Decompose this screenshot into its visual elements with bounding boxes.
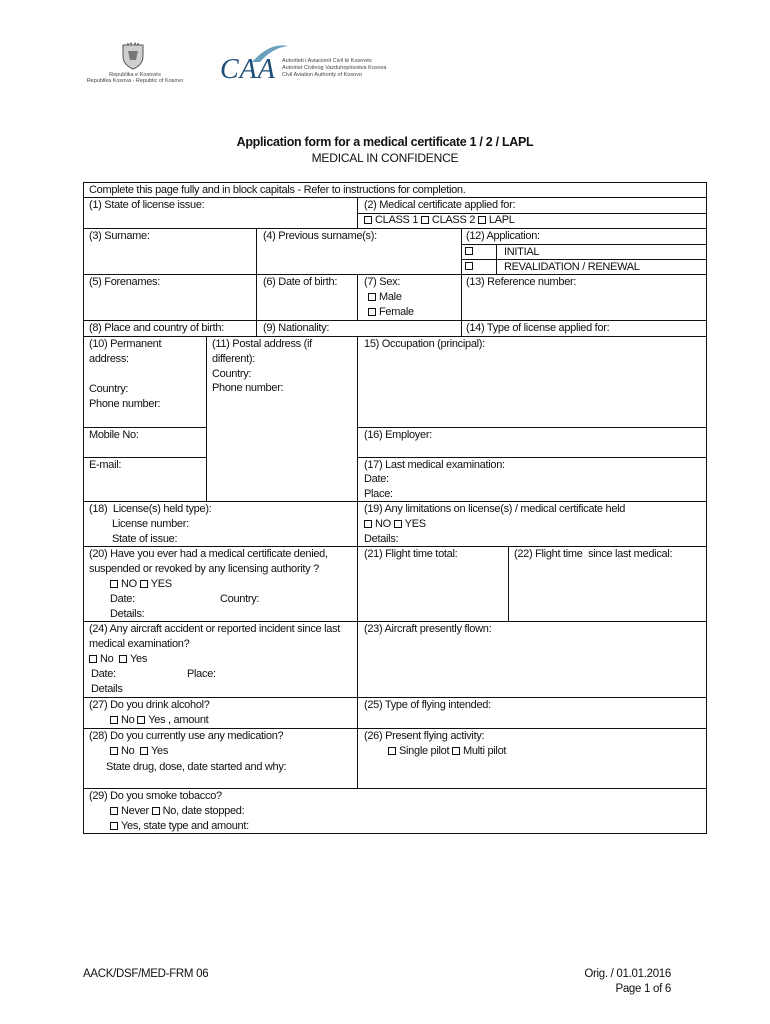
- limitations-label: (19) Any limitations on license(s) / medical certificate held: [364, 503, 626, 515]
- nationality-label: (9) Nationality:: [263, 322, 330, 334]
- tobacco-no-checkbox[interactable]: [152, 807, 160, 815]
- single-pilot-checkbox[interactable]: [388, 747, 396, 755]
- place-of-birth-label: (8) Place and country of birth:: [89, 322, 224, 334]
- denied-details-label: Details:: [110, 608, 145, 620]
- flying-activity-options: [388, 744, 506, 759]
- revalidation-label: REVALIDATION / RENEWAL: [504, 261, 640, 273]
- initial-checkbox[interactable]: [465, 247, 473, 255]
- forenames-label: (5) Forenames:: [89, 276, 160, 288]
- aircraft-flown-label: (23) Aircraft presently flown:: [364, 623, 492, 635]
- medication-no-label: No: [121, 745, 135, 757]
- certificate-denied-label-2: suspended or revoked by any licensing authority ?: [89, 563, 319, 575]
- last-medical-label: (17) Last medical examination:: [364, 459, 505, 471]
- certificate-class-options: [364, 213, 515, 228]
- flying-intended-label: (25) Type of flying intended:: [364, 699, 491, 711]
- alcohol-yes-label: Yes , amount: [148, 714, 209, 726]
- last-medical-date-label: Date:: [364, 473, 389, 485]
- tobacco-never-label: Never: [121, 805, 149, 817]
- date-of-birth-label: (6) Date of birth:: [263, 276, 338, 288]
- tobacco-never-no-options: [110, 804, 244, 819]
- licenses-held-label: (18) License(s) held type):: [89, 503, 212, 515]
- class1-checkbox[interactable]: [364, 216, 372, 224]
- accident-date-label: Date:: [91, 668, 116, 680]
- denied-yes-checkbox[interactable]: [140, 580, 148, 588]
- tobacco-no-label: No, date stopped:: [162, 805, 245, 817]
- limitations-yes-label: YES: [404, 518, 426, 530]
- accident-no-checkbox[interactable]: [89, 655, 97, 663]
- last-medical-place-label: Place:: [364, 488, 393, 500]
- certificate-applied-label: (2) Medical certificate applied for:: [364, 199, 516, 211]
- reference-number-label: (13) Reference number:: [466, 276, 577, 288]
- class2-label: CLASS 2: [431, 214, 476, 226]
- sex-male-option: [368, 290, 402, 305]
- form-code: AACK/DSF/MED-FRM 06: [83, 968, 209, 980]
- accident-label-2: medical examination?: [89, 638, 190, 650]
- email-label: E-mail:: [89, 459, 122, 471]
- postal-country-label: Country:: [212, 368, 252, 380]
- sex-label: (7) Sex:: [364, 276, 401, 288]
- form-title: Application form for a medical certificate 1 / 2 / LAPL: [236, 135, 534, 149]
- flight-time-since-medical-label: (22) Flight time since last medical:: [514, 548, 673, 560]
- previous-surname-label: (4) Previous surname(s):: [263, 230, 377, 242]
- multi-pilot-checkbox[interactable]: [452, 747, 460, 755]
- lapl-checkbox[interactable]: [478, 216, 486, 224]
- denied-no-checkbox[interactable]: [110, 580, 118, 588]
- alcohol-no-label: No: [121, 714, 135, 726]
- tobacco-yes-option: [110, 819, 249, 834]
- accident-label-1: (24) Any aircraft accident or reported incident since last: [89, 623, 341, 635]
- permanent-phone-label: Phone number:: [89, 398, 161, 410]
- accident-options: [89, 652, 147, 667]
- kosovo-line-1: Republika e Kosovës: [109, 72, 161, 78]
- medication-options: [110, 744, 168, 759]
- form-origin-date: Orig. / 01.01.2016: [584, 968, 671, 980]
- medication-yes-checkbox[interactable]: [140, 747, 148, 755]
- female-label: Female: [379, 306, 414, 318]
- tobacco-label: (29) Do you smoke tobacco?: [89, 790, 222, 802]
- multi-pilot-label: Multi pilot: [462, 745, 507, 757]
- permanent-country-label: Country:: [89, 383, 129, 395]
- medication-state-label: State drug, dose, date started and why:: [106, 761, 287, 773]
- single-pilot-label: Single pilot: [399, 745, 450, 757]
- limitations-yes-checkbox[interactable]: [394, 520, 402, 528]
- male-label: Male: [379, 291, 402, 303]
- license-number-label: License number:: [112, 518, 189, 530]
- medication-yes-label: Yes: [150, 745, 169, 757]
- accident-yes-label: Yes: [129, 653, 148, 665]
- flying-activity-label: (26) Present flying activity:: [364, 730, 485, 742]
- class1-label: CLASS 1: [375, 214, 419, 226]
- state-of-issue-label: State of issue:: [112, 533, 178, 545]
- caa-logo-text: CAA: [220, 54, 276, 85]
- page-number: Page 1 of 6: [615, 983, 671, 995]
- employer-label: (16) Employer:: [364, 429, 432, 441]
- denied-no-label: NO: [121, 578, 137, 590]
- denied-yes-label: YES: [150, 578, 172, 590]
- medication-no-checkbox[interactable]: [110, 747, 118, 755]
- certificate-denied-options: [110, 577, 172, 592]
- alcohol-no-checkbox[interactable]: [110, 716, 118, 724]
- form-subtitle: MEDICAL IN CONFIDENCE: [311, 151, 459, 165]
- class2-checkbox[interactable]: [421, 216, 429, 224]
- instructions-text: Complete this page fully and in block capitals - Refer to instructions for completion.: [89, 184, 466, 196]
- accident-no-label: No: [100, 653, 114, 665]
- female-checkbox[interactable]: [368, 308, 376, 316]
- alcohol-label: (27) Do you drink alcohol?: [89, 699, 210, 711]
- kosovo-emblem-block: [80, 42, 190, 90]
- application-label: (12) Application:: [466, 230, 540, 242]
- limitations-options: [364, 517, 426, 532]
- permanent-address-label-2: address:: [89, 353, 129, 365]
- accident-details-label: Details: [91, 683, 123, 695]
- lapl-label: LAPL: [488, 214, 515, 226]
- medication-label: (28) Do you currently use any medication?: [89, 730, 284, 742]
- male-checkbox[interactable]: [368, 293, 376, 301]
- revalidation-checkbox[interactable]: [465, 262, 473, 270]
- postal-phone-label: Phone number:: [212, 382, 284, 394]
- alcohol-yes-checkbox[interactable]: [137, 716, 145, 724]
- caa-line-2: Autoritet Civilnog Vazduhoplovstva Kosova: [282, 65, 387, 71]
- sex-female-option: [368, 305, 414, 320]
- limitations-no-checkbox[interactable]: [364, 520, 372, 528]
- certificate-denied-label-1: (20) Have you ever had a medical certificate denied,: [89, 548, 328, 560]
- accident-yes-checkbox[interactable]: [119, 655, 127, 663]
- license-type-label: (14) Type of license applied for:: [466, 322, 610, 334]
- kosovo-coat-of-arms-icon: [120, 42, 146, 70]
- alcohol-options: [110, 713, 208, 728]
- occupation-label: 15) Occupation (principal):: [364, 338, 485, 350]
- tobacco-yes-checkbox[interactable]: [110, 822, 118, 830]
- initial-label: INITIAL: [504, 246, 540, 258]
- surname-label: (3) Surname:: [89, 230, 150, 242]
- tobacco-yes-label: Yes, state type and amount:: [121, 820, 249, 832]
- permanent-address-label-1: (10) Permanent: [89, 338, 162, 350]
- denied-date-label: Date:: [110, 593, 135, 605]
- tobacco-never-checkbox[interactable]: [110, 807, 118, 815]
- denied-country-label: Country:: [220, 593, 260, 605]
- mobile-label: Mobile No:: [89, 429, 139, 441]
- caa-logo-block: [220, 44, 420, 88]
- postal-address-label-1: (11) Postal address (if: [212, 338, 312, 350]
- caa-line-3: Civil Aviation Authority of Kosovo: [282, 72, 362, 78]
- flight-time-total-label: (21) Flight time total:: [364, 548, 458, 560]
- accident-place-label: Place:: [187, 668, 216, 680]
- postal-address-label-2: different):: [212, 353, 255, 365]
- kosovo-line-2: Republika Kosova - Republic of Kosovo: [86, 78, 184, 84]
- limitations-details-label: Details:: [364, 533, 399, 545]
- limitations-no-label: NO: [375, 518, 391, 530]
- state-of-license-label: (1) State of license issue:: [89, 199, 205, 211]
- caa-line-1: Autoriteti i Aviacionit Civil të Kosovës: [282, 58, 372, 64]
